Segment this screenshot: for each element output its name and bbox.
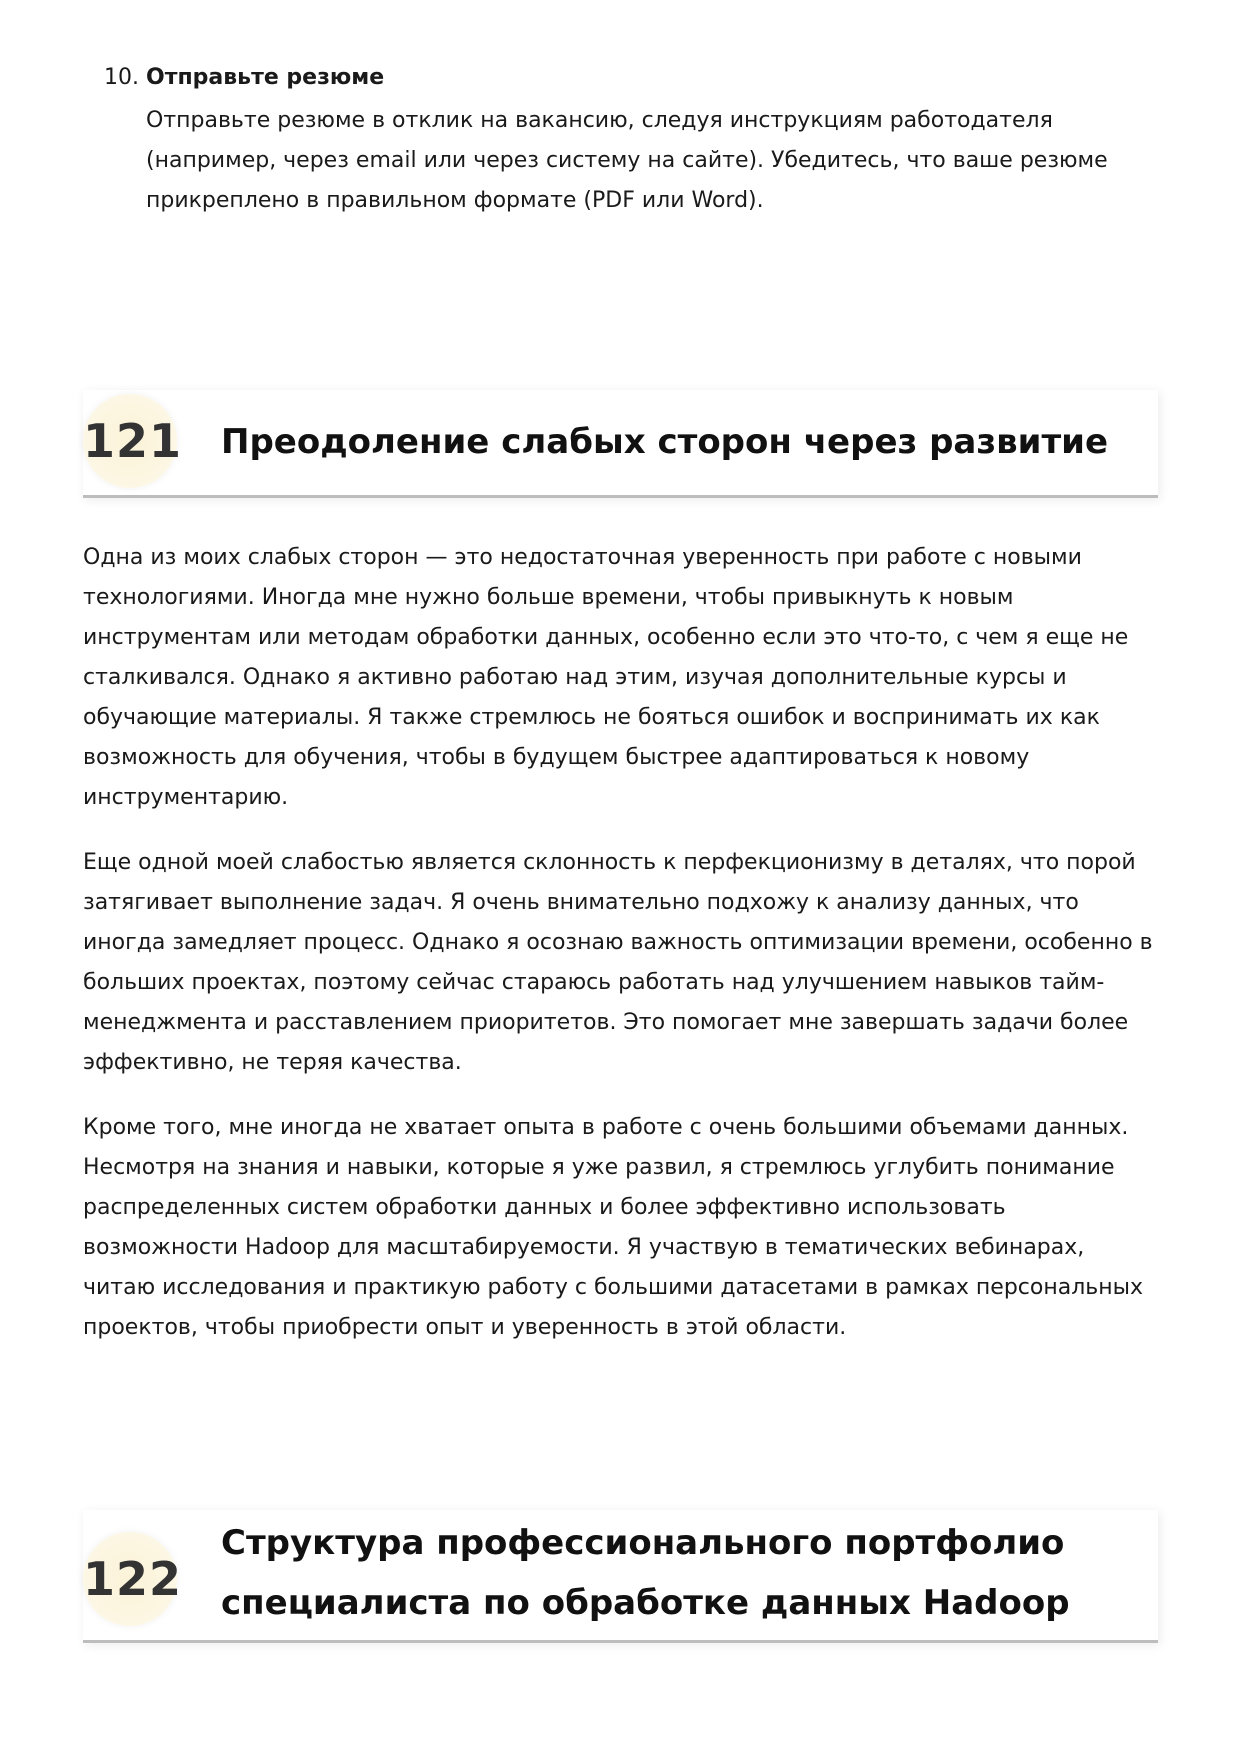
section-divider xyxy=(83,495,1158,498)
section-body xyxy=(83,538,1153,1373)
body-paragraph: Одна из моих слабых сторон — это недостаточная уверенность при работе с новыми технологиями. Иногда мне нужно больше времени, чтобы привыкнуть к новым инструментам или методам обработки данных, особенно если это что-то, с чем я еще не сталкивался. Однако я активно работаю над этим, изучая дополнительные курсы и обучающие материалы. Я также стремлюсь не бояться ошибок и воспринимать их как возможность для обучения, чтобы в будущем быстрее адаптироваться к новому инструментарию. xyxy=(83,545,1129,810)
body-paragraph: Еще одной моей слабостью является склонность к перфекционизму в деталях, что порой затягивает выполнение задач. Я очень внимательно подхожу к анализу данных, что иногда замедляет процесс. Однако я осознаю важность оптимизации времени, особенно в больших проектах, поэтому сейчас стараюсь работать над улучшением навыков тайм-менеджмента и расставлением приоритетов. Это помогает мне завершать задачи более эффективно, не теряя качества. xyxy=(83,850,1153,1075)
section-title: Преодоление слабых сторон через развитие xyxy=(221,422,1109,462)
section-heading-122 xyxy=(83,1510,1158,1643)
section-number: 121 xyxy=(83,414,183,468)
section-number: 122 xyxy=(83,1552,183,1606)
section-title: Структура профессионального портфолио специалиста по обработке данных Hadoop xyxy=(221,1523,1070,1623)
list-item-text: Отправьте резюме в отклик на вакансию, следуя инструкциям работодателя (например, через email или через систему на сайте). Убедитесь, что ваше резюме прикреплено в правильном формате (PDF или Word). xyxy=(146,108,1108,213)
body-paragraph: Кроме того, мне иногда не хватает опыта в работе с очень большими объемами данных. Несмотря на знания и навыки, которые я уже развил, я стремлюсь углубить понимание распределенных систем обработки данных и более эффективно использовать возможности Hadoop для масштабируемости. Я участвую в тематических вебинарах, читаю исследования и практикую работу с большими датасетами в рамках персональных проектов, чтобы приобрести опыт и уверенность в этой области. xyxy=(83,1115,1144,1340)
section-heading-121 xyxy=(83,390,1158,498)
list-item-title: Отправьте резюме xyxy=(146,65,385,90)
section-divider xyxy=(83,1640,1158,1643)
list-item-number: 10. xyxy=(104,65,139,90)
